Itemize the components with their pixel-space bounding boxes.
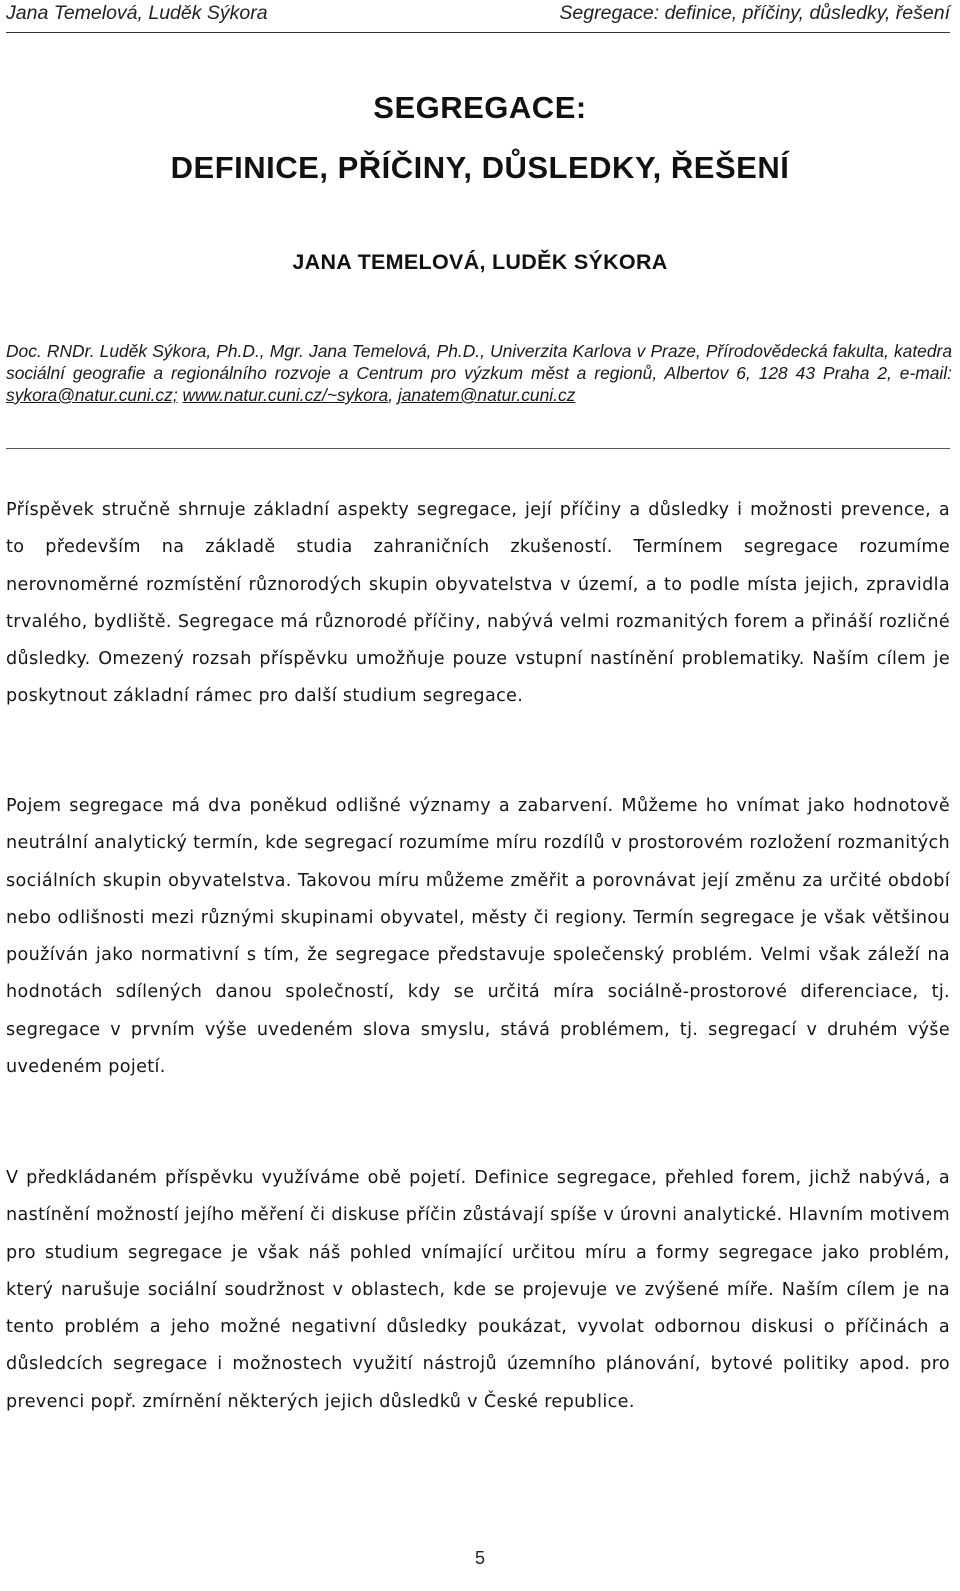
abstract-paragraph: Příspěvek stručně shrnuje základní aspekty segregace, její příčiny a důsledky i možnosti prevence, a to především na základě studia zahraničních zkušeností. Termínem segregace rozumíme nerovnoměrné rozmístění různorodých skupin obyvatelstva v území, a to podle místa jejich, zpravidla trvalého, bydliště. Segregace má různorodé příčiny, nabývá velmi rozmanitých forem a přináší rozličné důsledky. Omezený rozsah příspěvku umožňuje pouze vstupní nastínění problematiky. Naším cílem je poskytnout základní rámec pro další studium segregace. (6, 500, 950, 707)
article-title-line-2: DEFINICE, PŘÍČINY, DŮSLEDKY, ŘEŠENÍ (170, 150, 790, 185)
running-header (6, 2, 950, 33)
section-divider (6, 448, 950, 449)
article-authors: JANA TEMELOVÁ, LUDĚK SÝKORA (292, 250, 668, 274)
web-link-sykora[interactable]: www.natur.cuni.cz/~sykora (182, 385, 389, 405)
author-affiliation (6, 340, 952, 406)
affiliation-separator: , (388, 385, 398, 405)
email-link-temelova[interactable]: janatem@natur.cuni.cz (397, 385, 576, 405)
header-authors: Jana Temelová, Luděk Sýkora (6, 2, 268, 24)
affiliation-text: Doc. RNDr. Luděk Sýkora, Ph.D., Mgr. Jana Temelová, Ph.D., Univerzita Karlova v Praze, Přírodovědecká fakulta, katedra sociální geografie a regionálního rozvoje a Centrum pro výzkum měst a regionů, Albertov 6, 128 43 Praha 2, e-mail: (6, 341, 952, 383)
article-title-line-1: SEGREGACE: (373, 90, 587, 125)
body-paragraph-2: V předkládaném příspěvku využíváme obě pojetí. Definice segregace, přehled forem, jichž nabývá, a nastínění možností jejího měření či diskuse příčin zůstávají spíše v úrovni analytické. Hlavním motivem pro studium segregace je však náš pohled vnímající určitou míru a formy segregace jako problém, který narušuje sociální soudržnost v oblastech, kde se projevuje ve zvýšené míře. Naším cílem je na tento problém a jeho možné negativní důsledky poukázat, vyvolat odbornou diskusi o příčinách a důsledcích segregace i možnostech využití nástrojů územního plánování, bytové politiky apod. pro prevenci popř. zmírnění některých jejich důsledků v České republice. (6, 1168, 950, 1412)
body-paragraph-1: Pojem segregace má dva poněkud odlišné významy a zabarvení. Můžeme ho vnímat jako hodnotově neutrální analytický termín, kde segregací rozumíme míru rozdílů v prostorovém rozložení rozmanitých sociálních skupin obyvatelstva. Takovou míru můžeme změřit a porovnávat její změnu za určité období nebo odlišnosti mezi různými skupinami obyvatel, městy či regiony. Termín segregace je však většinou používán jako normativní s tím, že segregace představuje společenský problém. Velmi však záleží na hodnotách sdílených danou společností, kdy se určitá míra sociálně-prostorové diferenciace, tj. segregace v prvním výše uvedeném slova smyslu, stává problémem, tj. segregací v druhém výše uvedeném pojetí. (6, 796, 950, 1078)
email-link-sykora[interactable]: sykora@natur.cuni.cz; (6, 385, 178, 405)
page-number: 5 (474, 1548, 485, 1568)
header-title: Segregace: definice, příčiny, důsledky, řešení (559, 2, 950, 24)
